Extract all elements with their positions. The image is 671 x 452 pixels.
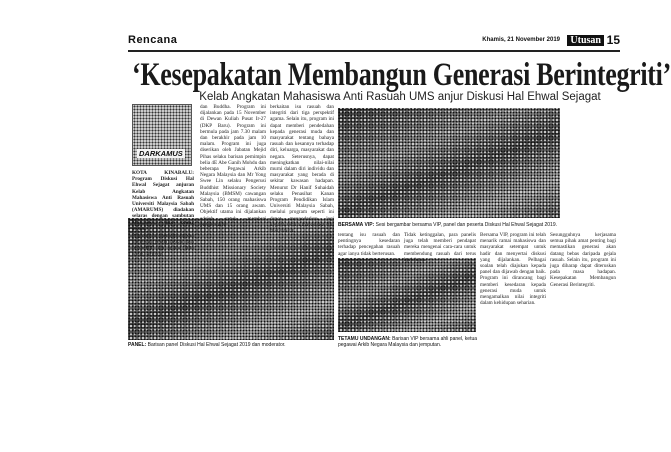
caption-text: Barisan panel Diskusi Hal Ehwal Sejagat 2019 dan moderator.: [147, 342, 286, 348]
group-photo: [338, 108, 560, 218]
article-column-5: [404, 232, 476, 263]
page-number: 15: [606, 33, 620, 47]
caption-label: BERSAMA VIP:: [338, 222, 375, 228]
masthead: [128, 34, 620, 52]
column-text: Sesungguhnya kerjasama semua pihak amat penting bagi memastikan generasi akan datang bebas daripada gejala rasuah. Selain itu, program ini juga diharap dapat diteruskan pada masa hadapan. Kesepakatan Membangun Generasi Berintegriti.: [550, 232, 616, 288]
column-text: Tidak ketinggalan, para panelis juga telah memberi pendapat mereka mengenai cara-cara untuk membendung rasuah dari terus berleluasa.: [404, 232, 476, 263]
column-text: tentang isu rasuah dan pentingnya kesedaran terhadap pencegahan rasuah agar ianya tidak berterusan.: [338, 232, 400, 257]
article-headline: ‘Kesepakatan Membangun Generasi Berintegriti’: [132, 56, 671, 93]
club-logo-text: DARKAMUS: [139, 149, 183, 158]
caption-text: Sesi bergambar bersama VIP, panel dan peserta Diskusi Hal Ehwal Sejagat 2019.: [375, 222, 558, 228]
article-lead: KOTA KINABALU: Program Diskusi Hal Ehwal Sejagat anjuran Kelab Angkatan Mahasiswa Anti Rasuah Universiti Malaysia Sabah (AMARUMS) diadakan selaras dengan sambutan Mahasiswa dan orang awam.: [132, 170, 194, 232]
article-subhead: Kelab Angkatan Mahasiswa Anti Rasuah UMS anjur Diskusi Hal Ehwal Sejagat: [199, 91, 601, 103]
column-text: berkaitan isu rasuah dan integriti dari tiga perspektif agama. Selain itu, program ini dapat memberi pendedahan kepada generasi muda dan masyarakat tentang bahaya rasuah dan kesannya terhadap diri, keluarga, masyarakat dan negara. Seterusnya, dapat meningkatkan nilai-nilai murni dalam diri individu dan masyarakat yang berada di sekitar kawasan hadapan. Menurut Dr Hanif Suhaidah selaku Penasihat Kanan Program Pendidikan Islam Universiti Malaysia Sabah, melalui program seperti ini dapat menyedarkan lagi kepada semua mahasiswa dan masyarakat: [270, 104, 334, 235]
panel-photo-caption: [128, 342, 334, 348]
paper-logo: Utusan: [567, 35, 604, 46]
column-text: Bersama VIP, program ini telah menarik ramai mahasiswa dan masyarakat setempat untuk hadir dan menyertai diskusi yang dijalankan. Pelbagai soalan telah diajukan kepada panel dan dijawab dengan baik. Program ini dirancang bagi memberi kesedaran kepada generasi muda untuk mengamalkan nilai integriti dalam kehidupan seharian.: [480, 232, 546, 307]
issue-date: Khamis, 21 November 2019: [482, 37, 560, 43]
article-column-1: [132, 170, 194, 258]
caption-label: PANEL:: [128, 342, 147, 348]
article-column-2: [200, 104, 266, 228]
column-text: Program ini membincangkan mengenai gejala rasuah dari perspektif tiga agama iaitu Islam, Kristian: [132, 233, 194, 258]
guests-photo-caption: [338, 336, 478, 348]
article-column-3: [270, 104, 334, 235]
article-column-6: [480, 232, 546, 344]
section-name: Rencana: [128, 34, 178, 46]
article-column-4: [338, 232, 400, 256]
caption-label: TETAMU UNDANGAN:: [338, 336, 391, 342]
caption-text: Barisan VIP bersama ahli panel, ketua pegawai Arkib Negara Malaysia dan jemputan.: [338, 336, 478, 348]
club-logo-image: [132, 104, 192, 166]
group-photo-caption: [338, 222, 560, 228]
column-text: dan Buddha. Program ini dijalankan pada 15 November di Dewan Kuliah Pusat Ir-27 (DKP Baru). Program ini bermula pada jam 7.30 malam dan berakhir pada jam 10 malam. Program ini juga diserikan oleh Jabatan Mejid Pihas selaku barisan pemimpin belia 4E Abe Ganih Mohdu dan beberapa Pegawai Arkib Negara Malaysia dan Mr Yong Swee Lin selaku Pengerusi Buddhist Missionary Society Malaysia (BMSM) cawangan Sabah, 150 orang mahasiswa UMS dan 15 orang awam. Objektif utama ini dijalankan adalah untuk memberi pengetahuan: [200, 104, 266, 228]
guests-photo: [338, 258, 476, 332]
article-column-7: [550, 232, 616, 344]
